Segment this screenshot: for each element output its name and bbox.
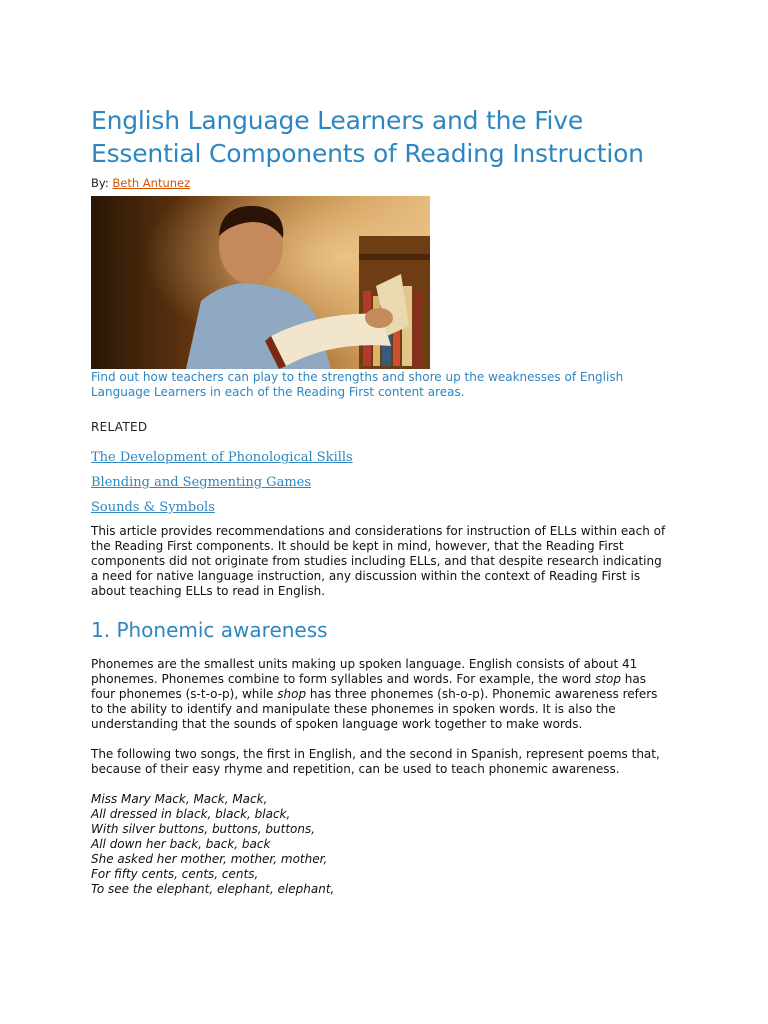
article	[91, 104, 671, 897]
poem-line: With silver buttons, buttons, buttons,	[91, 822, 316, 836]
text-segment: has three phonemes (sh-o-p). Phonemic awareness refers to the ability to identify and manipulate these phonemes in spoken words. It is also the understanding that the sounds of spoken language work together to make words.	[91, 687, 658, 731]
photo-boy-reading-book-icon	[91, 196, 430, 369]
text-segment: Phonemes are the smallest units making up spoken language. English consists of about 41 phonemes. Phonemes combine to form syllables and words. For example, the word	[91, 657, 638, 686]
section-heading-phonemic-awareness: 1. Phonemic awareness	[91, 618, 328, 642]
by-label: By:	[91, 176, 109, 190]
phonemes-paragraph	[91, 657, 671, 732]
related-link-sounds-symbols[interactable]: Sounds & Symbols	[91, 500, 215, 515]
poem-line: She asked her mother, mother, mother,	[91, 852, 328, 866]
related-heading: RELATED	[91, 420, 148, 434]
poem-line: All down her back, back, back	[91, 837, 271, 851]
related-link-phonological-skills[interactable]: The Development of Phonological Skills	[91, 450, 353, 465]
byline	[91, 176, 671, 190]
intro-paragraph: This article provides recommendations and considerations for instruction of ELLs within each of the Reading First components. It should be kept in mind, however, that the Reading First components did not originate from studies including ELLs, and that despite research indicating a need for native language instruction, any discussion within the context of Reading First is about teaching ELLs to read in English.	[91, 524, 666, 598]
author-link[interactable]: Beth Antunez	[112, 176, 191, 190]
image-caption: Find out how teachers can play to the strengths and shore up the weaknesses of English Language Learners in each of the Reading First content areas.	[91, 370, 624, 399]
songs-paragraph: The following two songs, the first in English, and the second in Spanish, represent poems that, because of their easy rhyme and repetition, can be used to teach phonemic awareness.	[91, 747, 660, 776]
emphasis-shop: shop	[277, 687, 307, 701]
poem-line: All dressed in black, black, black,	[91, 807, 291, 821]
article-title: English Language Learners and the Five Essential Components of Reading Instruction	[91, 106, 644, 168]
poem-line: For fifty cents, cents, cents,	[91, 867, 259, 881]
photo-illustration	[91, 196, 430, 369]
related-link-blending-segmenting[interactable]: Blending and Segmenting Games	[91, 475, 312, 490]
emphasis-stop: stop	[595, 672, 621, 686]
poem-line: To see the elephant, elephant, elephant,	[91, 882, 335, 896]
text-segment: has four phonemes (s-t-o-p), while	[91, 672, 647, 701]
poem	[91, 792, 671, 897]
poem-line: Miss Mary Mack, Mack, Mack,	[91, 792, 268, 806]
